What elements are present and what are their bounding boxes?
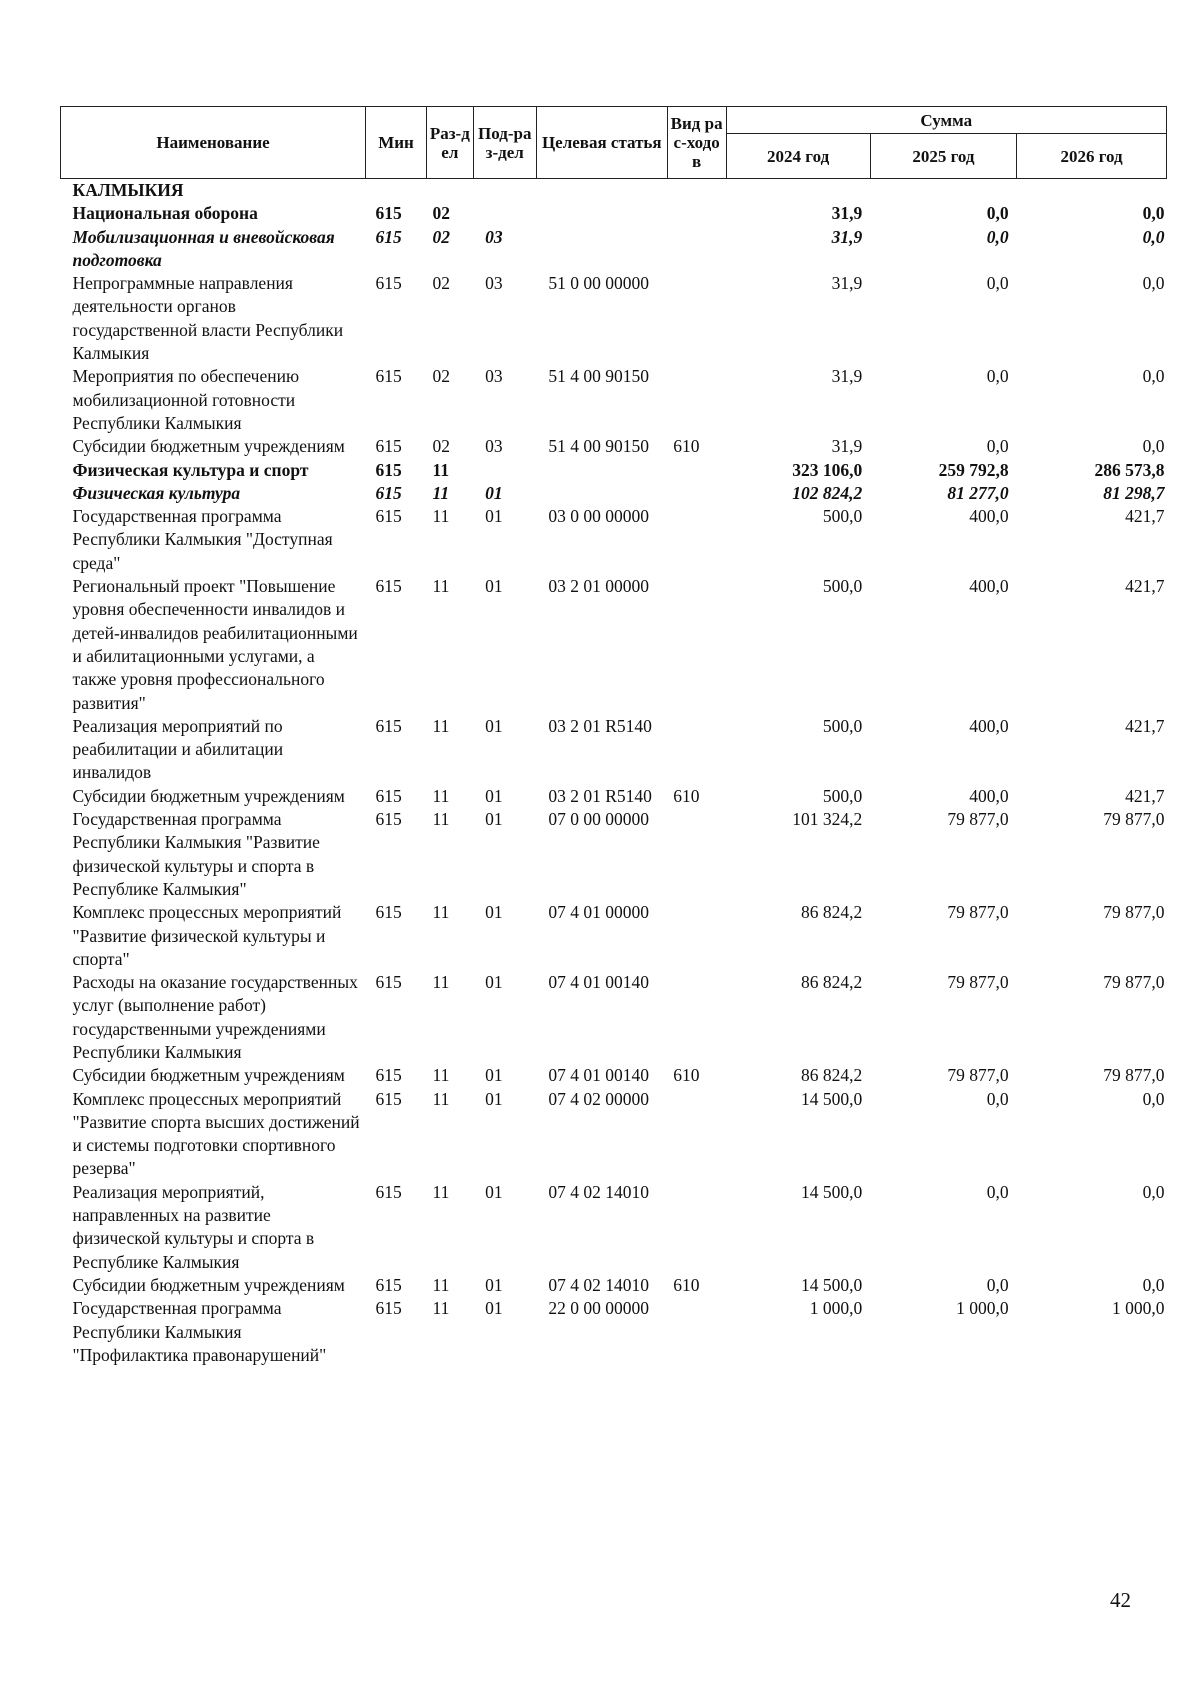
table-body	[61, 179, 1167, 1368]
row-amount-2025: 79 877,0	[947, 809, 1009, 830]
row-name: Субсидии бюджетным учреждениям	[72, 436, 345, 457]
row-exptype: 610	[673, 1065, 700, 1086]
row-amount-2024: 500,0	[822, 785, 863, 806]
row-section: 02	[432, 203, 451, 224]
row-name: Субсидии бюджетным учреждениям	[72, 785, 345, 806]
row-exptype: 610	[673, 1274, 700, 1295]
row-amount-2024: 86 824,2	[800, 972, 863, 993]
row-target: 51 0 00 00000	[548, 273, 649, 294]
row-amount-2025	[870, 179, 1016, 203]
row-amount-2025: 0,0	[986, 366, 1009, 387]
row-subsection: 01	[485, 482, 503, 503]
row-name: Физическая культура и спорт	[72, 459, 309, 480]
table-row	[61, 901, 1167, 971]
row-subsection: 03	[485, 273, 503, 294]
row-exptype	[667, 202, 726, 225]
row-amount-2024: 1 000,0	[809, 1298, 863, 1319]
row-subsection: 01	[485, 1274, 503, 1295]
row-amount-2026: 0,0	[1142, 366, 1165, 387]
table-row	[61, 715, 1167, 785]
row-exptype	[667, 1088, 726, 1181]
row-name: Национальная оборона	[72, 203, 258, 224]
row-target	[536, 482, 667, 505]
row-section: 11	[432, 459, 450, 480]
row-subsection: 01	[485, 902, 503, 923]
row-target: 07 4 01 00140	[548, 1065, 649, 1086]
row-amount-2026: 81 298,7	[1103, 482, 1165, 503]
row-amount-2024: 500,0	[822, 576, 863, 597]
row-name: Региональный проект "Повышение уровня обеспеченности инвалидов и детей-инвалидов реабилитационными и абилитационными услугами, а также уровня профессионального развития"	[72, 576, 358, 713]
table-row	[61, 785, 1167, 808]
row-ministry	[366, 179, 427, 203]
row-amount-2026: 79 877,0	[1103, 972, 1165, 993]
row-amount-2024: 31,9	[831, 366, 863, 387]
row-ministry: 615	[375, 366, 402, 387]
row-amount-2025: 0,0	[986, 436, 1009, 457]
budget-table	[60, 106, 1167, 1367]
row-section: 11	[432, 1181, 450, 1202]
row-section: 11	[432, 1088, 450, 1109]
table-row	[61, 1064, 1167, 1087]
row-exptype	[667, 1181, 726, 1274]
row-exptype: 610	[673, 436, 700, 457]
row-exptype	[667, 179, 726, 203]
row-name: Непрограммные направления деятельности органов государственной власти Республики Калмыкия	[72, 273, 344, 364]
row-target: 51 4 00 90150	[548, 366, 649, 387]
row-ministry: 615	[375, 1088, 402, 1109]
row-amount-2026: 0,0	[1142, 1181, 1165, 1202]
row-amount-2024: 14 500,0	[800, 1274, 863, 1295]
row-section: 11	[432, 506, 450, 527]
row-target: 07 4 02 14010	[548, 1274, 649, 1295]
header-2024: 2024 год	[726, 134, 870, 179]
row-amount-2026: 0,0	[1142, 273, 1165, 294]
row-subsection: 01	[485, 1181, 503, 1202]
table-row	[61, 1274, 1167, 1297]
row-subsection	[473, 202, 536, 225]
row-amount-2024: 31,9	[831, 436, 863, 457]
row-name: Комплекс процессных мероприятий "Развитие физической культуры и спорта"	[72, 902, 342, 969]
row-amount-2026	[1017, 179, 1167, 203]
row-section: 11	[432, 902, 450, 923]
row-exptype	[667, 575, 726, 715]
row-exptype	[667, 505, 726, 575]
row-amount-2026: 0,0	[1142, 436, 1165, 457]
table-row	[61, 1088, 1167, 1181]
row-name: Реализация мероприятий, направленных на развитие физической культуры и спорта в Республике Калмыкия	[72, 1181, 315, 1272]
row-name: КАЛМЫКИЯ	[72, 180, 184, 200]
row-subsection: 01	[485, 715, 503, 736]
row-subsection: 01	[485, 972, 503, 993]
row-target: 22 0 00 00000	[548, 1298, 649, 1319]
row-ministry: 615	[375, 715, 402, 736]
row-amount-2026: 0,0	[1142, 1274, 1165, 1295]
row-section: 11	[432, 809, 450, 830]
row-section: 02	[432, 273, 451, 294]
row-subsection: 03	[485, 436, 503, 457]
row-exptype	[667, 272, 726, 365]
budget-document	[60, 106, 1167, 1367]
row-amount-2026: 0,0	[1142, 226, 1165, 247]
row-amount-2026: 1 000,0	[1112, 1298, 1165, 1319]
row-section: 02	[432, 226, 451, 247]
row-section: 11	[432, 785, 450, 806]
row-amount-2024: 102 824,2	[792, 482, 863, 503]
row-amount-2025: 0,0	[986, 1181, 1009, 1202]
row-name: Государственная программа Республики Калмыкия "Доступная среда"	[72, 506, 333, 573]
table-row	[61, 272, 1167, 365]
row-amount-2025: 1 000,0	[956, 1298, 1009, 1319]
table-row	[61, 575, 1167, 715]
row-amount-2026: 0,0	[1142, 1088, 1165, 1109]
row-name: Расходы на оказание государственных услуг (выполнение работ) государственными учреждениями Республики Калмыкия	[72, 972, 358, 1062]
row-section: 11	[432, 482, 450, 503]
row-target: 03 2 01 R5140	[548, 715, 652, 736]
row-target: 07 4 02 14010	[548, 1181, 649, 1202]
row-ministry: 615	[375, 226, 402, 247]
row-amount-2025: 400,0	[969, 506, 1009, 527]
row-target	[536, 459, 667, 482]
row-amount-2025: 0,0	[986, 1274, 1009, 1295]
row-target: 03 0 00 00000	[548, 506, 649, 527]
table-row	[61, 435, 1167, 458]
row-target: 03 2 01 00000	[548, 576, 649, 597]
row-ministry: 615	[375, 1065, 402, 1086]
row-amount-2025: 0,0	[986, 203, 1009, 224]
row-exptype	[667, 365, 726, 435]
row-subsection: 01	[485, 1298, 503, 1319]
row-amount-2024: 323 106,0	[792, 459, 863, 480]
row-subsection	[473, 179, 536, 203]
table-header	[61, 107, 1167, 179]
header-name: Наименование	[61, 107, 366, 179]
row-amount-2026: 79 877,0	[1103, 902, 1165, 923]
row-amount-2024: 86 824,2	[800, 1065, 863, 1086]
row-amount-2024: 500,0	[822, 715, 863, 736]
row-ministry: 615	[375, 1298, 402, 1319]
row-target: 51 4 00 90150	[548, 436, 649, 457]
row-amount-2025: 79 877,0	[947, 972, 1009, 993]
row-subsection: 03	[485, 226, 503, 247]
row-amount-2025: 0,0	[986, 1088, 1009, 1109]
row-exptype	[667, 901, 726, 971]
row-amount-2026: 421,7	[1125, 715, 1165, 736]
row-amount-2025: 259 792,8	[938, 459, 1009, 480]
row-name: Физическая культура	[72, 482, 241, 503]
row-amount-2025: 0,0	[986, 226, 1009, 247]
row-amount-2026: 286 573,8	[1094, 459, 1165, 480]
row-amount-2025: 400,0	[969, 715, 1009, 736]
row-ministry: 615	[375, 203, 402, 224]
row-ministry: 615	[375, 576, 402, 597]
row-exptype	[667, 1297, 726, 1367]
header-2026: 2026 год	[1017, 134, 1167, 179]
row-subsection: 01	[485, 1088, 503, 1109]
row-amount-2026: 79 877,0	[1103, 809, 1165, 830]
row-subsection: 01	[485, 576, 503, 597]
row-amount-2025: 81 277,0	[947, 482, 1009, 503]
row-subsection: 01	[485, 1065, 503, 1086]
table-row	[61, 226, 1167, 273]
row-exptype	[667, 971, 726, 1064]
row-amount-2026: 421,7	[1125, 576, 1165, 597]
row-exptype	[667, 808, 726, 901]
row-subsection: 03	[485, 366, 503, 387]
row-amount-2024: 500,0	[822, 506, 863, 527]
row-name: Мобилизационная и вневойсковая подготовка	[72, 226, 335, 270]
table-row	[61, 365, 1167, 435]
row-ministry: 615	[375, 482, 402, 503]
row-subsection	[473, 459, 536, 482]
row-amount-2024: 101 324,2	[792, 809, 863, 830]
row-target	[536, 202, 667, 225]
row-subsection: 01	[485, 785, 503, 806]
row-ministry: 615	[375, 972, 402, 993]
row-section: 02	[432, 436, 451, 457]
row-exptype	[667, 459, 726, 482]
row-target: 07 4 01 00000	[548, 902, 649, 923]
row-target: 07 4 01 00140	[548, 972, 649, 993]
row-section: 11	[432, 972, 450, 993]
row-section	[427, 179, 474, 203]
row-amount-2025: 400,0	[969, 576, 1009, 597]
row-subsection: 01	[485, 506, 503, 527]
row-amount-2026: 79 877,0	[1103, 1065, 1165, 1086]
row-name: Государственная программа Республики Калмыкия "Развитие физической культуры и спорта в Республике Калмыкия"	[72, 809, 320, 899]
row-ministry: 615	[375, 273, 402, 294]
header-2025: 2025 год	[870, 134, 1016, 179]
row-amount-2025: 0,0	[986, 273, 1009, 294]
row-target: 03 2 01 R5140	[548, 785, 652, 806]
row-exptype	[667, 226, 726, 273]
row-exptype: 610	[673, 785, 700, 806]
row-name: Субсидии бюджетным учреждениям	[72, 1274, 345, 1295]
row-section: 11	[432, 1274, 450, 1295]
row-amount-2025: 400,0	[969, 785, 1009, 806]
row-name: Комплекс процессных мероприятий "Развитие спорта высших достижений и системы подготовки спортивного резерва"	[72, 1088, 360, 1179]
table-row	[61, 179, 1167, 203]
header-exptype: Вид рас-ходов	[667, 107, 726, 179]
row-amount-2025: 79 877,0	[947, 902, 1009, 923]
row-amount-2024: 14 500,0	[800, 1181, 863, 1202]
row-amount-2026: 421,7	[1125, 506, 1165, 527]
row-section: 11	[432, 715, 450, 736]
row-ministry: 615	[375, 902, 402, 923]
header-ministry: Мин	[366, 107, 427, 179]
page-number: 42	[1110, 1588, 1131, 1612]
row-target: 07 0 00 00000	[548, 809, 649, 830]
row-name: Реализация мероприятий по реабилитации и абилитации инвалидов	[72, 715, 284, 783]
header-section: Раз-дел	[427, 107, 474, 179]
row-name: Мероприятия по обеспечению мобилизационной готовности Республики Калмыкия	[72, 366, 300, 433]
header-target: Целевая статья	[536, 107, 667, 179]
row-section: 11	[432, 1065, 450, 1086]
row-exptype	[667, 715, 726, 785]
row-amount-2024: 31,9	[831, 203, 863, 224]
row-target	[536, 226, 667, 273]
row-ministry: 615	[375, 506, 402, 527]
row-amount-2024: 31,9	[831, 226, 863, 247]
row-amount-2026: 0,0	[1142, 203, 1165, 224]
table-row	[61, 971, 1167, 1064]
row-amount-2024: 14 500,0	[800, 1088, 863, 1109]
row-ministry: 615	[375, 809, 402, 830]
row-section: 02	[432, 366, 451, 387]
row-target	[536, 179, 667, 203]
table-row	[61, 1181, 1167, 1274]
row-section: 11	[432, 576, 450, 597]
header-subsection: Под-раз-дел	[473, 107, 536, 179]
table-row	[61, 459, 1167, 482]
row-amount-2025: 79 877,0	[947, 1065, 1009, 1086]
row-ministry: 615	[375, 785, 402, 806]
row-ministry: 615	[375, 1181, 402, 1202]
row-amount-2024: 86 824,2	[800, 902, 863, 923]
row-name: Государственная программа Республики Калмыкия "Профилактика правонарушений"	[72, 1298, 327, 1365]
row-exptype	[667, 482, 726, 505]
row-amount-2026: 421,7	[1125, 785, 1165, 806]
row-target: 07 4 02 00000	[548, 1088, 649, 1109]
table-row	[61, 482, 1167, 505]
row-subsection: 01	[485, 809, 503, 830]
row-ministry: 615	[375, 436, 402, 457]
row-ministry: 615	[375, 1274, 402, 1295]
table-row	[61, 505, 1167, 575]
row-amount-2024	[726, 179, 870, 203]
row-section: 11	[432, 1298, 450, 1319]
table-row	[61, 202, 1167, 225]
row-name: Субсидии бюджетным учреждениям	[72, 1065, 345, 1086]
header-sum: Сумма	[726, 107, 1166, 134]
row-amount-2024: 31,9	[831, 273, 863, 294]
row-ministry: 615	[375, 459, 402, 480]
table-row	[61, 808, 1167, 901]
table-row	[61, 1297, 1167, 1367]
